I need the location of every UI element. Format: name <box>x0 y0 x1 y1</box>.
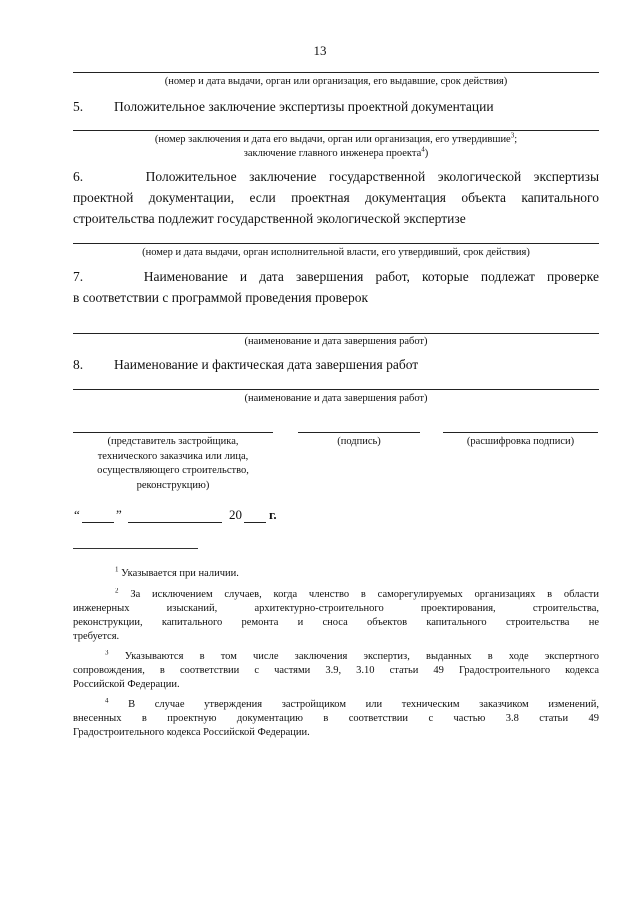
footnote-ref-3: 3 <box>510 131 515 140</box>
date-month-line <box>128 522 222 523</box>
footnote-3-line2: сопровождения, в соответствии с частями 3.9, 3.10 статьи 49 Градостроительного кодекса <box>73 665 599 676</box>
page-number: 13 <box>313 43 327 58</box>
footnote-1-text: Указывается при наличии. <box>121 568 239 579</box>
item8-fill-line <box>73 389 599 390</box>
date-day-line <box>82 522 114 523</box>
item5-fill-line <box>73 130 599 131</box>
item5-text: Положительное заключение экспертизы проектной документации <box>114 99 494 114</box>
item8-text: Наименование и фактическая дата завершения работ <box>114 357 419 372</box>
footnote-1-mark: 1 <box>115 565 119 574</box>
footnote-2-line3: реконструкции, капитального ремонта и сноса объектов капитального строительства не <box>73 617 599 628</box>
date-open-quote: “ <box>74 507 80 522</box>
item4-caption: (номер и дата выдачи, орган или организация, его выдавшие, срок действия) <box>164 76 508 87</box>
item4-fill-line <box>73 72 599 73</box>
item6-fill-line <box>73 243 599 244</box>
decode-caption: (расшифровка подписи) <box>466 436 575 447</box>
item5-number: 5. <box>73 99 84 114</box>
date-year-suffix: г. <box>269 507 277 522</box>
item8-caption: (наименование и дата завершения работ) <box>244 393 428 404</box>
footnote-4 <box>73 698 599 740</box>
date-close-quote: ” <box>116 507 122 522</box>
item6-number: 6. <box>73 169 84 184</box>
item7-line1: Наименование и дата завершения работ, которые подлежат проверке <box>143 269 599 284</box>
representative-caption-line2: технического заказчика или лица, <box>97 450 249 462</box>
representative-line <box>73 432 273 433</box>
footnote-3-mark: 3 <box>105 650 109 657</box>
date-year-line <box>244 522 266 523</box>
footnote-3-line3: Российской Федерации. <box>73 679 180 690</box>
item5-caption-line1: (номер заключения и дата его выдачи, орган или организация, его утвердившие <box>154 134 511 145</box>
item7-caption: (наименование и дата завершения работ) <box>244 336 428 347</box>
footnote-2-mark: 2 <box>115 588 119 595</box>
item6-text <box>73 166 599 229</box>
item6-line3: строительства подлежит государственной экологической экспертизе <box>73 211 466 226</box>
item5-caption-line2: заключение главного инженера проекта <box>243 148 422 159</box>
footnote-4-line2: внесенных в проектную документацию в соответствии с частью 3.8 статьи 49 <box>73 713 599 724</box>
footnote-ref-4: 4 <box>421 145 425 154</box>
representative-caption-line4: реконструкцию) <box>136 479 210 491</box>
footnote-4-line3: Градостроительного кодекса Российской Федерации. <box>73 727 310 738</box>
footnote-2 <box>73 588 599 644</box>
footnote-2-line4: требуется. <box>73 631 120 642</box>
item8-number: 8. <box>73 357 84 372</box>
item6-caption: (номер и дата выдачи, орган исполнительной власти, его утвердивший, срок действия) <box>142 247 530 258</box>
decode-line <box>443 432 598 433</box>
signature-line <box>298 432 420 433</box>
item7-line2: в соответствии с программой проведения проверок <box>73 290 369 305</box>
item6-line1: Положительное заключение государственной экологической экспертизы <box>145 169 599 184</box>
item5-caption-line2-end: ) <box>424 148 429 159</box>
footnote-2-line1: За исключением случаев, когда членство в саморегулируемых организациях в области <box>130 589 599 600</box>
footnote-2-line2: инженерных изысканий, архитектурно-строительного проектирования, строительства, <box>73 603 599 614</box>
footnote-3 <box>73 650 599 692</box>
item7-fill-line <box>73 333 599 334</box>
item7-number: 7. <box>73 269 84 284</box>
date-year-prefix: 20 <box>229 507 242 522</box>
representative-caption <box>73 435 273 493</box>
item6-line2: проектной документации, если проектная документация объекта капитального <box>73 190 599 205</box>
item5-caption-line1-end: ; <box>514 134 518 145</box>
item5-caption <box>73 133 599 161</box>
footnote-separator <box>73 548 198 549</box>
footnote-4-mark: 4 <box>105 698 109 705</box>
footnote-4-line1: В случае утверждения застройщиком или техническим заказчиком изменений, <box>128 699 599 710</box>
footnote-3-line1: Указываются в том числе заключения экспертиз, выданных в ходе экспертного <box>124 651 599 662</box>
representative-caption-line1: (представитель застройщика, <box>107 436 239 447</box>
representative-caption-line3: осуществляющего строительство, <box>97 465 249 476</box>
signature-caption: (подпись) <box>337 436 381 447</box>
footnote-1 <box>115 567 239 581</box>
item7-text <box>73 266 599 308</box>
